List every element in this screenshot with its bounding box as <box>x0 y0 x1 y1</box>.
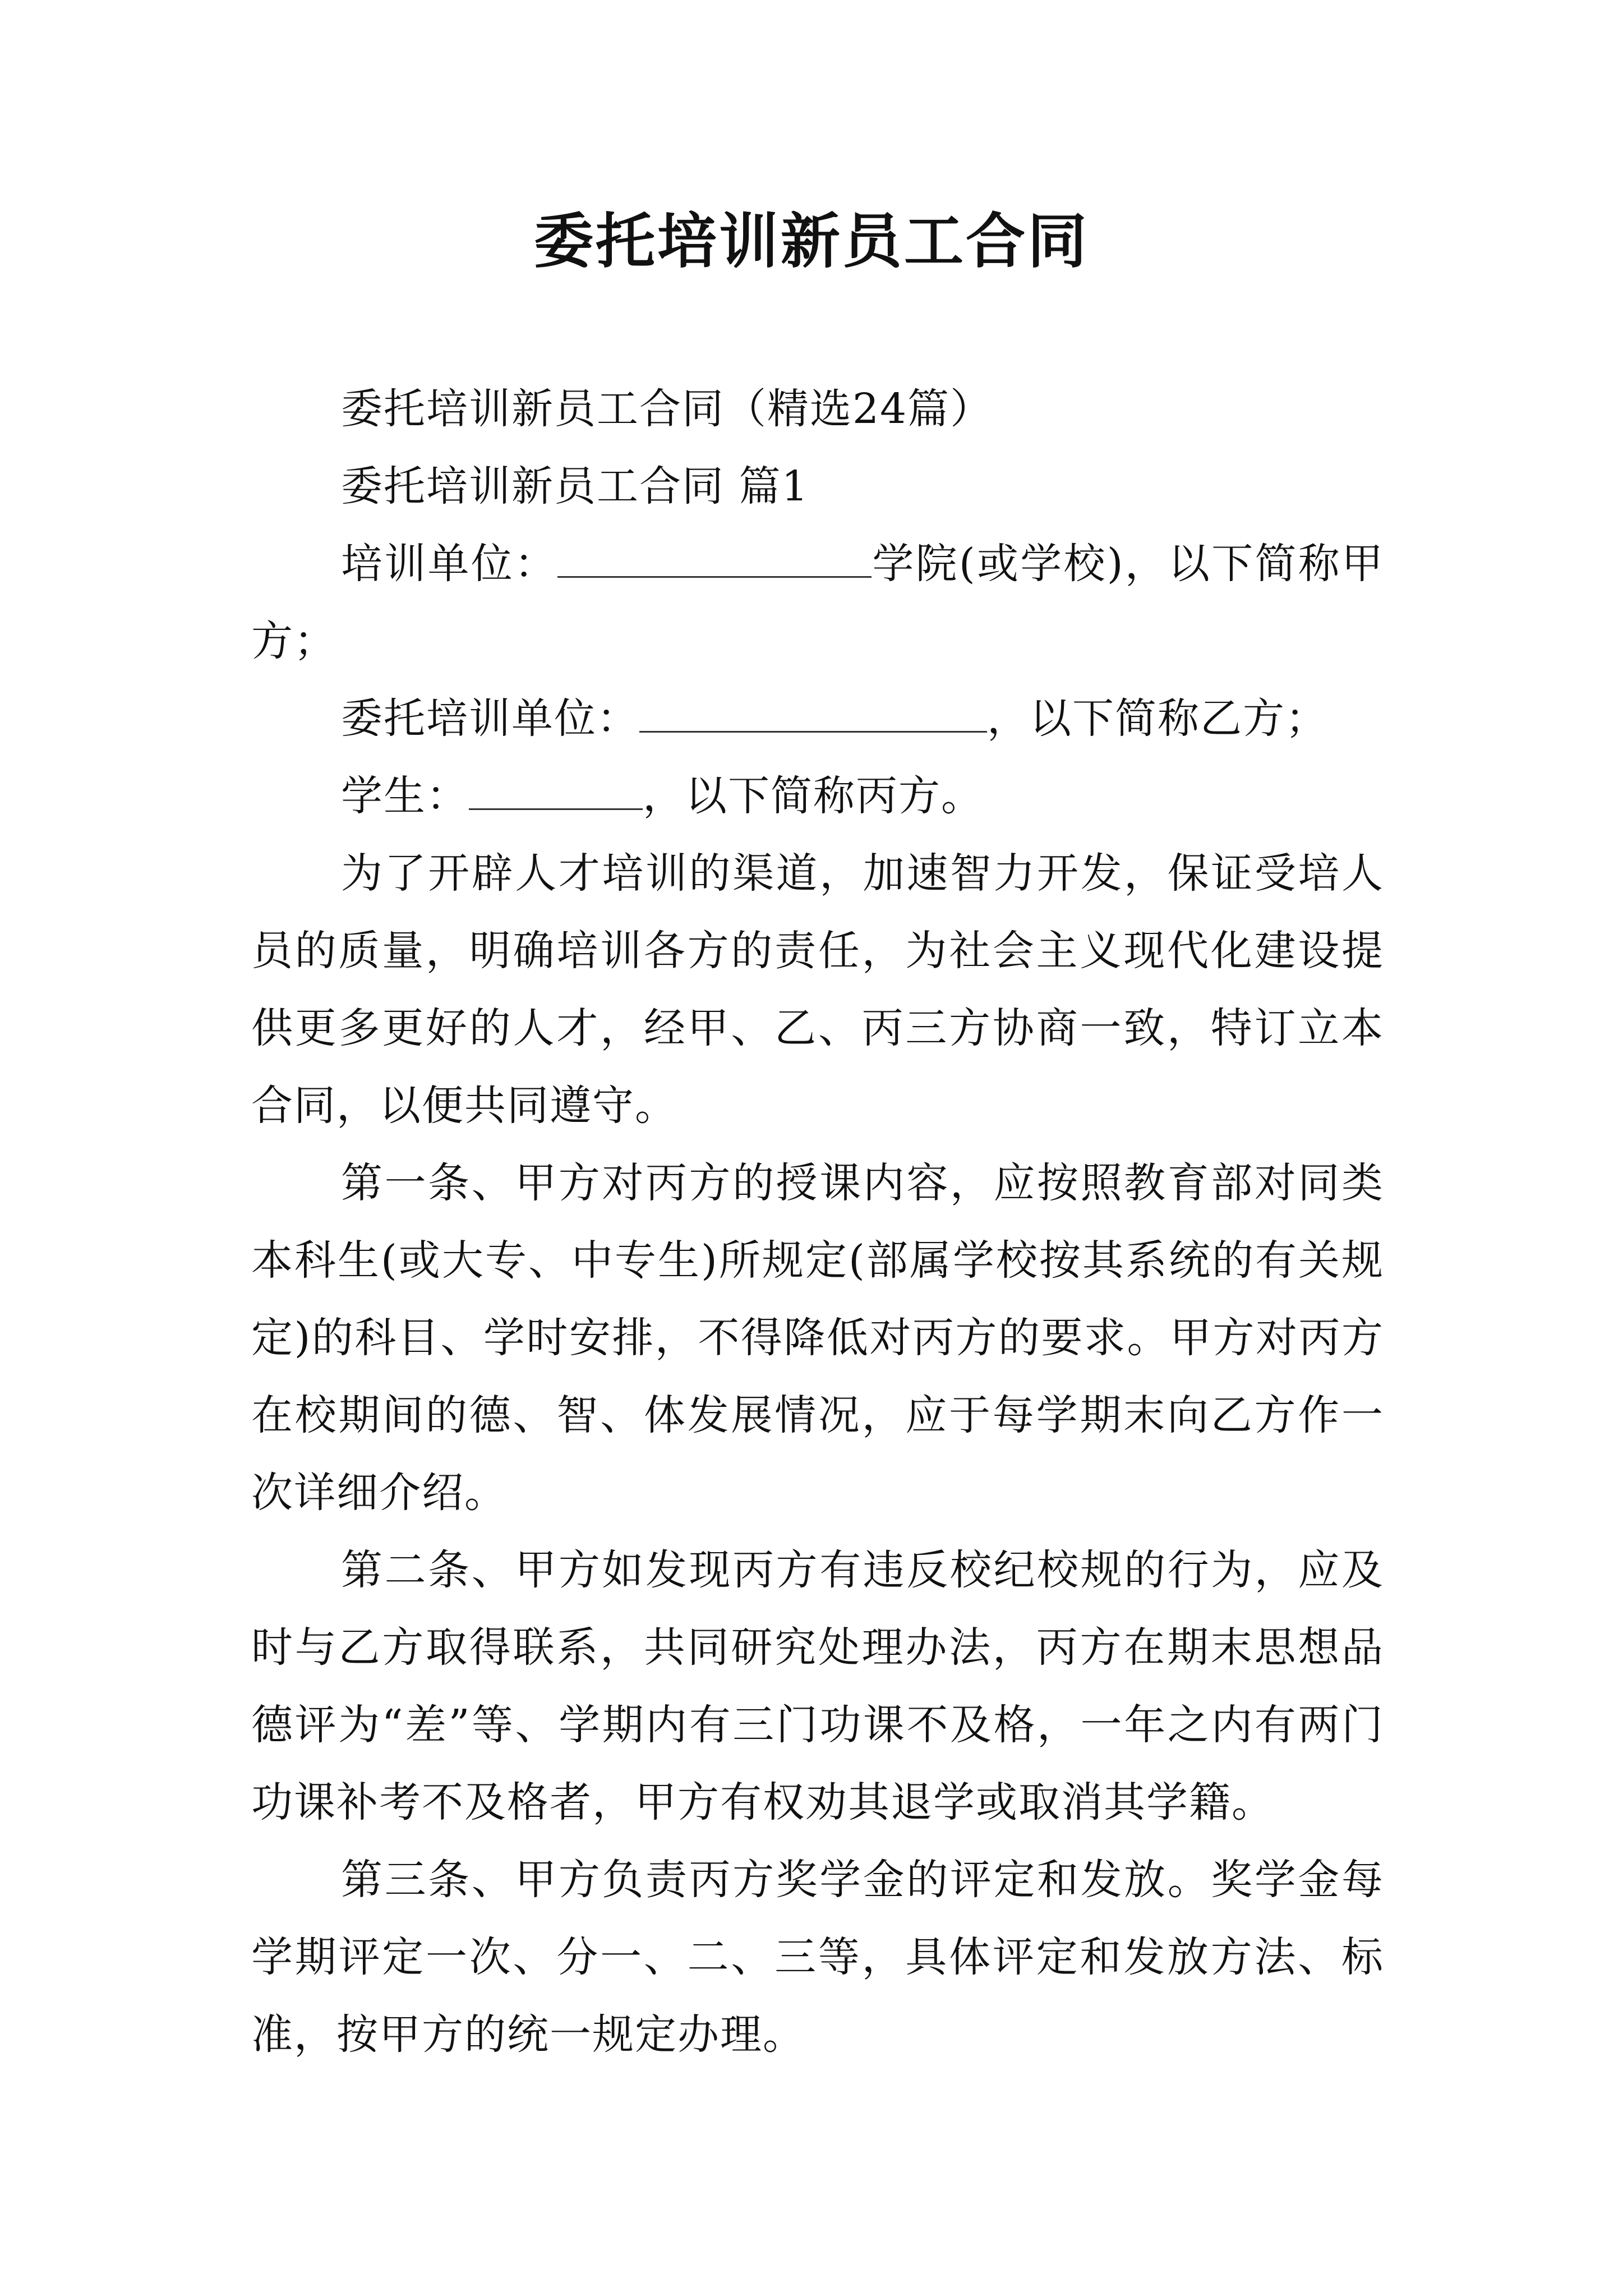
paragraph-article-2: 第二条、甲方如发现丙方有违反校纪校规的行为，应及时与乙方取得联系，共同研究处理办法，丙方在期末思想品德评为“差”等、学期内有三门功课不及格，一年之内有两门功课补考不及格者，甲方有权劝其退学或取消其学籍。 <box>251 1546 1384 1826</box>
party-b-blank <box>639 686 987 733</box>
party-c-label: 学生： <box>341 772 469 820</box>
paragraph-preamble: 为了开辟人才培训的渠道，加速智力开发，保证受培人员的质量，明确培训各方的责任，为社会主义现代化建设提供更多更好的人才，经甲、乙、丙三方协商一致，特订立本合同，以便共同遵守。 <box>251 849 1384 1130</box>
document-body <box>251 370 1384 2073</box>
party-c-suffix: ，以下简称丙方。 <box>643 772 984 820</box>
section-heading: 委托培训新员工合同 篇1 <box>341 462 809 510</box>
party-c-blank <box>469 763 643 810</box>
party-c-line <box>251 757 1384 835</box>
paragraph-article-3: 第三条、甲方负责丙方奖学金的评定和发放。奖学金每学期评定一次、分一、二、三等，具体评定和发放方法、标准，按甲方的统一规定办理。 <box>251 1856 1384 2059</box>
paragraph-article-1: 第一条、甲方对丙方的授课内容，应按照教育部对同类本科生(或大专、中专生)所规定(部属学校按其系统的有关规定)的科目、学时安排，不得降低对丙方的要求。甲方对丙方在校期间的德、智、体发展情况，应于每学期末向乙方作一次详细介绍。 <box>251 1159 1384 1517</box>
party-a-line <box>251 525 1384 680</box>
party-a-suffix: 学院(或学校)，以下简称甲方； <box>251 540 1384 665</box>
party-b-suffix: ，以下简称乙方； <box>987 694 1328 743</box>
party-a-label: 培训单位： <box>341 540 558 588</box>
party-b-label: 委托培训单位： <box>341 694 639 743</box>
party-a-blank <box>557 531 872 578</box>
document-title: 委托培训新员工合同 <box>534 206 1089 276</box>
document-subtitle: 委托培训新员工合同（精选24篇） <box>341 385 993 433</box>
party-b-line <box>251 680 1384 757</box>
